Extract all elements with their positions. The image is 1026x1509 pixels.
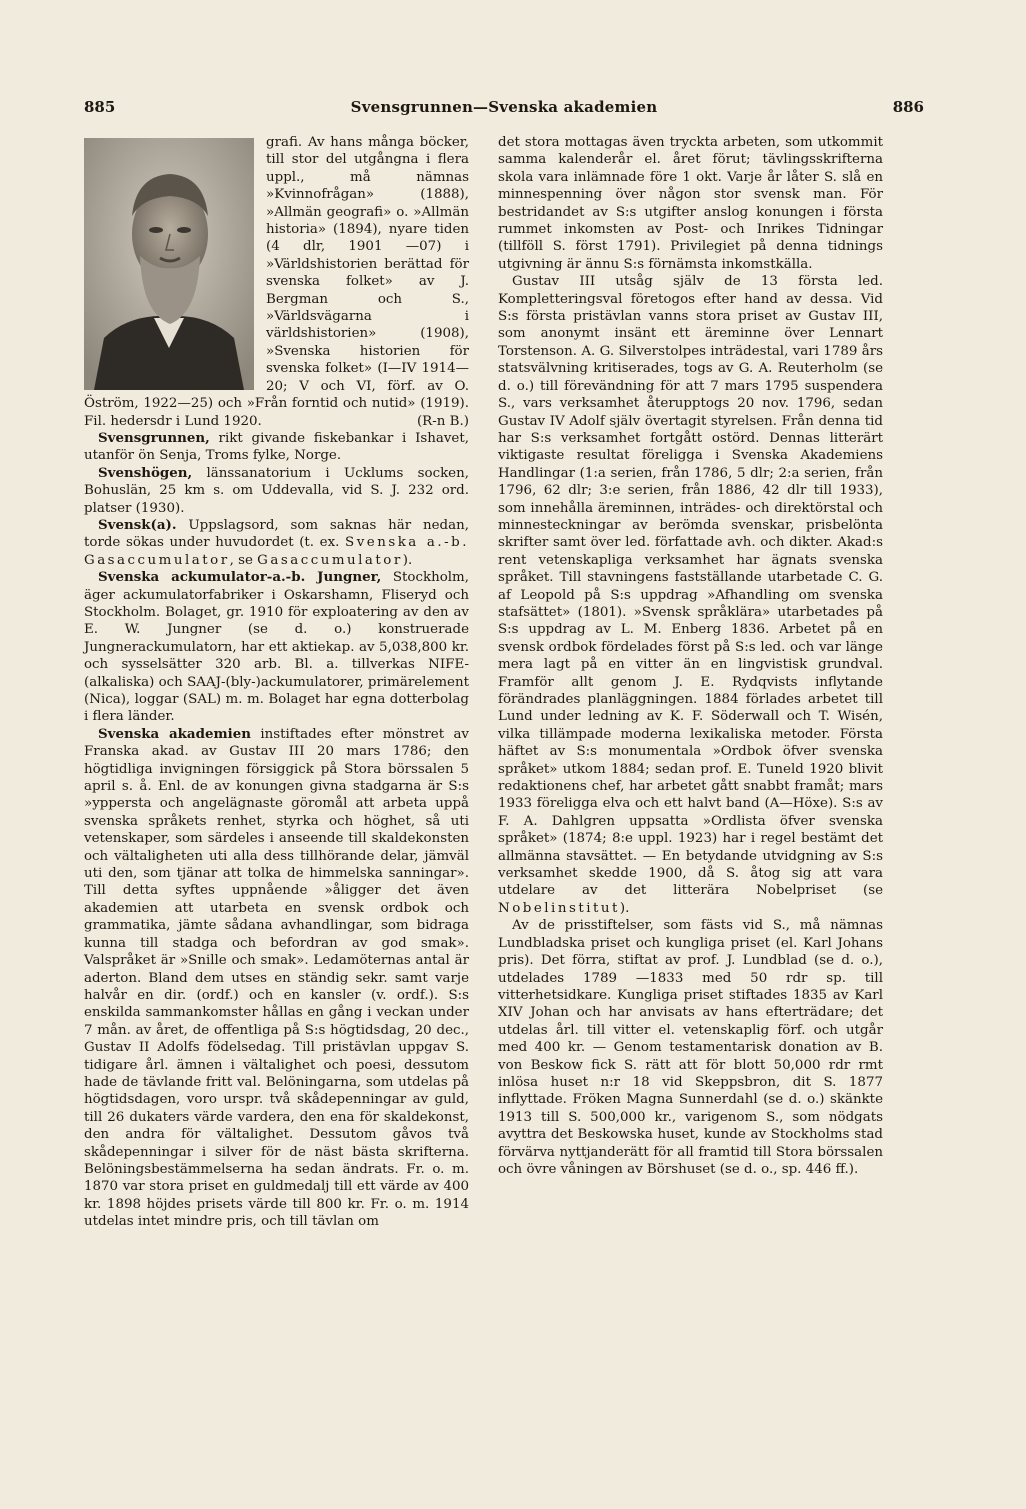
author-signature: (R-n B.)	[416, 413, 469, 429]
entry-svensgrunnen: Svensgrunnen, rikt givande fiskebankar i Ishavet, utanför ön Senja, Troms fylke, Norge.	[84, 429, 469, 464]
page-number-right: 886	[892, 98, 924, 116]
entry-ackumulator: Svenska ackumulator-a.-b. Jungner, Stockholm, äger ackumulatorfabriker i Oskarshamn, Fliseryd och Stockholm. Bolaget, gr. 1910 för exploatering av den av E. W. Jungner (se d. o.) konstruerade Jungnerackumulatorn, har ett aktiekap. av 5,038,800 kr. och sysselsätter 320 arb. Bl. a. tillverkas NIFE- (alkaliska) och SAAJ-(bly-)ackumulatorer, primärelement (Nica), loggar (SAL) m. m. Bolaget har egna dotterbolag i flera länder.	[84, 569, 469, 725]
cross-reference: Gasaccumulator	[257, 552, 403, 568]
headword: Svenshögen,	[98, 464, 193, 481]
running-header	[84, 98, 924, 122]
headword: Svenska akademien	[98, 725, 251, 742]
entry-akademien: Svenska akademien instiftades efter mönstret av Franska akad. av Gustav III 20 mars 1786; den högtidliga invigningen försiggick på Stora börssalen 5 april s. å. Enl. de av konungen givna stadgarna är S:s »yppersta och angelägnaste göromål att arbeta uppå svenska språkets renhet, styrka och höghet, så uti vetenskaper, som särdeles i anseende till skaldekonsten och vältaligheten uti alla dess tillhörande delar, jämväl uti den, som tjänar att tolka de himmelska sanningar». Till detta syftes uppnående »åligger det även akademien att utarbeta en svensk ordbok och grammatika, jämte sådana avhandlingar, som bidraga kunna till stadga och befordran av god smak». Valspråket är »Snille och smak». Ledamöternas antal är aderton. Bland dem utses en ständig sekr. samt varje halvår en dir. (ordf.) och en kansler (v. ordf.). S:s enskilda sammankomster hållas en gång i veckan under 7 mån. av året, de offentliga på S:s högtidsdag, 20 dec., Gustav II Adolfs födelsedag. Till pristävlan uppgav S. tidigare årl. ämnen i vältalighet och poesi, dessutom hade de tävlande fritt val. Belöningarna, som utdelas på högtidsdagen, voro urspr. två skådepenningar av guld, till 26 dukaters värde vardera, den ena för skaldekonst, den andra för vältalighet. Dessutom gåvos två skådepenningar i silver för de näst bästa skrifterna. Belöningsbestämmelserna ha sedan ändrats. Fr. o. m. 1870 var stora priset en guldmedalj till ett värde av 400 kr. 1898 höjdes prisets värde till 800 kr. Fr. o. m. 1914 utdelas intet mindre pris, och till tävlan om	[84, 725, 469, 1230]
portrait-image	[84, 138, 254, 390]
portrait-photo	[84, 138, 254, 390]
right-column	[498, 134, 883, 1178]
entry-svenshogen: Svenshögen, länssanatorium i Ucklums socken, Bohuslän, 25 km s. om Uddevalla, vid S. J. 232 ord. platser (1930).	[84, 464, 469, 516]
headword: Svensgrunnen,	[98, 429, 210, 446]
akademien-prizes: Av de prisstiftelser, som fästs vid S., må nämnas Lundbladska priset och kungliga priset (el. Karl Johans pris). Det förra, stiftat av prof. J. Lundblad (se d. o.), utdelades 1789 —1833 med 50 rdr sp. till vitterhetsidkare. Kungliga priset stiftades 1835 av Karl XIV Johan och har anvisats av hans efterträdare; det utdelas årl. till vitter el. vetenskaplig förf. och utgår med 400 kr. — Genom testamentarisk donation av B. von Beskow fick S. rätt att för blott 50,000 rdr rmt inlösa huset n:r 18 vid Skeppsbron, dit S. 1877 inflyttade. Fröken Magna Sunnerdahl (se d. o.) skänkte 1913 till S. 500,000 kr., varigenom S., som nödgats avyttra det Beskowska huset, kunde av Stockholms stad förvärva nyttjanderätt för all framtid till Stora börssalen och övre våningen av Börshuset (se d. o., sp. 446 ff.).	[498, 918, 883, 1177]
headword: Svenska ackumulator-a.-b. Jungner,	[98, 569, 382, 586]
akademien-history: Gustav III utsåg själv de 13 första led. Kompletteringsval företogos efter hand av dessa. Vid S:s första pristävlan vanns stora priset av Gustav III, som anonymt insänt ett äreminne över Lennart Torstenson. A. G. Silverstolpes inträdestal, vari 1789 års statsvälvning kritiserades, togs av G. A. Reuterholm (se d. o.) till förevändning för att 7 mars 1795 suspendera S., vars verksamhet återupptogs 20 nov. 1796, sedan Gustav IV Adolf själv övertagit styrelsen. Från denna tid har S:s verksamhet fortgått ostörd. Dennas litterärt viktigaste resultat föreligga i Svenska Akademiens Handlingar (1:a serien, från 1786, 5 dlr; 2:a serien, från 1796, 62 dlr; 3:e serien, från 1886, 42 dlr till 1933), som innehålla äreminnen, inträdes- och direktörstal och minnesteckningar av berömda svenskar, prisbelönta skrifter samt över led. författade avh. och dikter. Akad:s rent vetenskapliga verksamhet har ägnats svenska språket. Till stavningens fastställande utarbetade C. G. af Leopold på S:s uppdrag »Afhandling om svenska stafsättet» (1801). »Svensk språklära» utarbetades på S:s uppdrag av L. M. Enberg 1836. Arbetet på en svensk ordbok fördelades först på S:s led. och var länge mera lagt på en vitter än en lingvistisk grundval. Framför allt genom J. E. Rydqvists inflytande förändrades planläggningen. 1884 förlades arbetet till Lund under ledning av K. F. Söderwall och T. Wisén, vilka tillämpade moderna lexikaliska metoder. Första häftet av S:s monumentala »Ordbok öfver svenska språket» utkom 1884; sedan prof. E. Tuneld 1920 blivit redaktionens chef, har arbetet gått snabbt framåt; mars 1933 föreligga elva och ett halvt band (A—Höxe). S:s av F. A. Dahlgren uppsatta »Ordlista öfver svenska språket» (1874; 8:e uppl. 1923) har i regel bestämt det allmänna stavsättet. — En betydande utvidgning av S:s verksamhet skedde 1900, då S. åtog sig att vara utdelare av det litterära Nobelpriset (se Nobelinstitut).	[498, 274, 883, 916]
bio-continuation: grafi. Av hans många böcker, till stor del utgångna i flera uppl., må nämnas »Kvinnofrågan» (1888), »Allmän geografi» o. »Allmän historia» (1894), nyare tiden (4 dlr, 1901 —07) i »Världshistorien berättad för svenska folket» av J. Bergman och S., »Världsvägarna i världshistorien» (1908), »Svenska historien för svenska folket» (I—IV 1914—20; V och VI, förf. av O. Öström, 1922—25) och »Från forntid och nutid» (1919). Fil. hedersdr i Lund 1920. (R-n B.)	[84, 135, 469, 429]
left-column	[84, 134, 469, 1231]
headword: Svensk(a).	[98, 516, 177, 533]
akademien-continued: det stora mottagas även tryckta arbeten, som utkommit samma kalenderår el. året förut; tävlingsskrifterna skola vara inlämnade före 1 okt. Varje år låter S. slå en minnespenning över någon stor svensk man. För bestridandet av S:s utgifter anslog konungen i första rummet inkomsten av Post- och Inrikes Tidningar (tillföll S. först 1791). Privilegiet på denna tidnings utgivning är ännu S:s förnämsta inkomstkälla.	[498, 135, 883, 272]
cross-reference: Nobelinstitut	[498, 900, 620, 916]
cross-reference: Svenska a.-b. Gasaccumulator	[84, 535, 469, 568]
running-title: Svensgrunnen—Svenska akademien	[350, 98, 658, 116]
page-number-left: 885	[84, 98, 116, 116]
entry-svensk: Svensk(a). Uppslagsord, som saknas här nedan, torde sökas under huvudordet (t. ex. Svenska a.-b. Gasaccumulator, se Gasaccumulator).	[84, 516, 469, 568]
